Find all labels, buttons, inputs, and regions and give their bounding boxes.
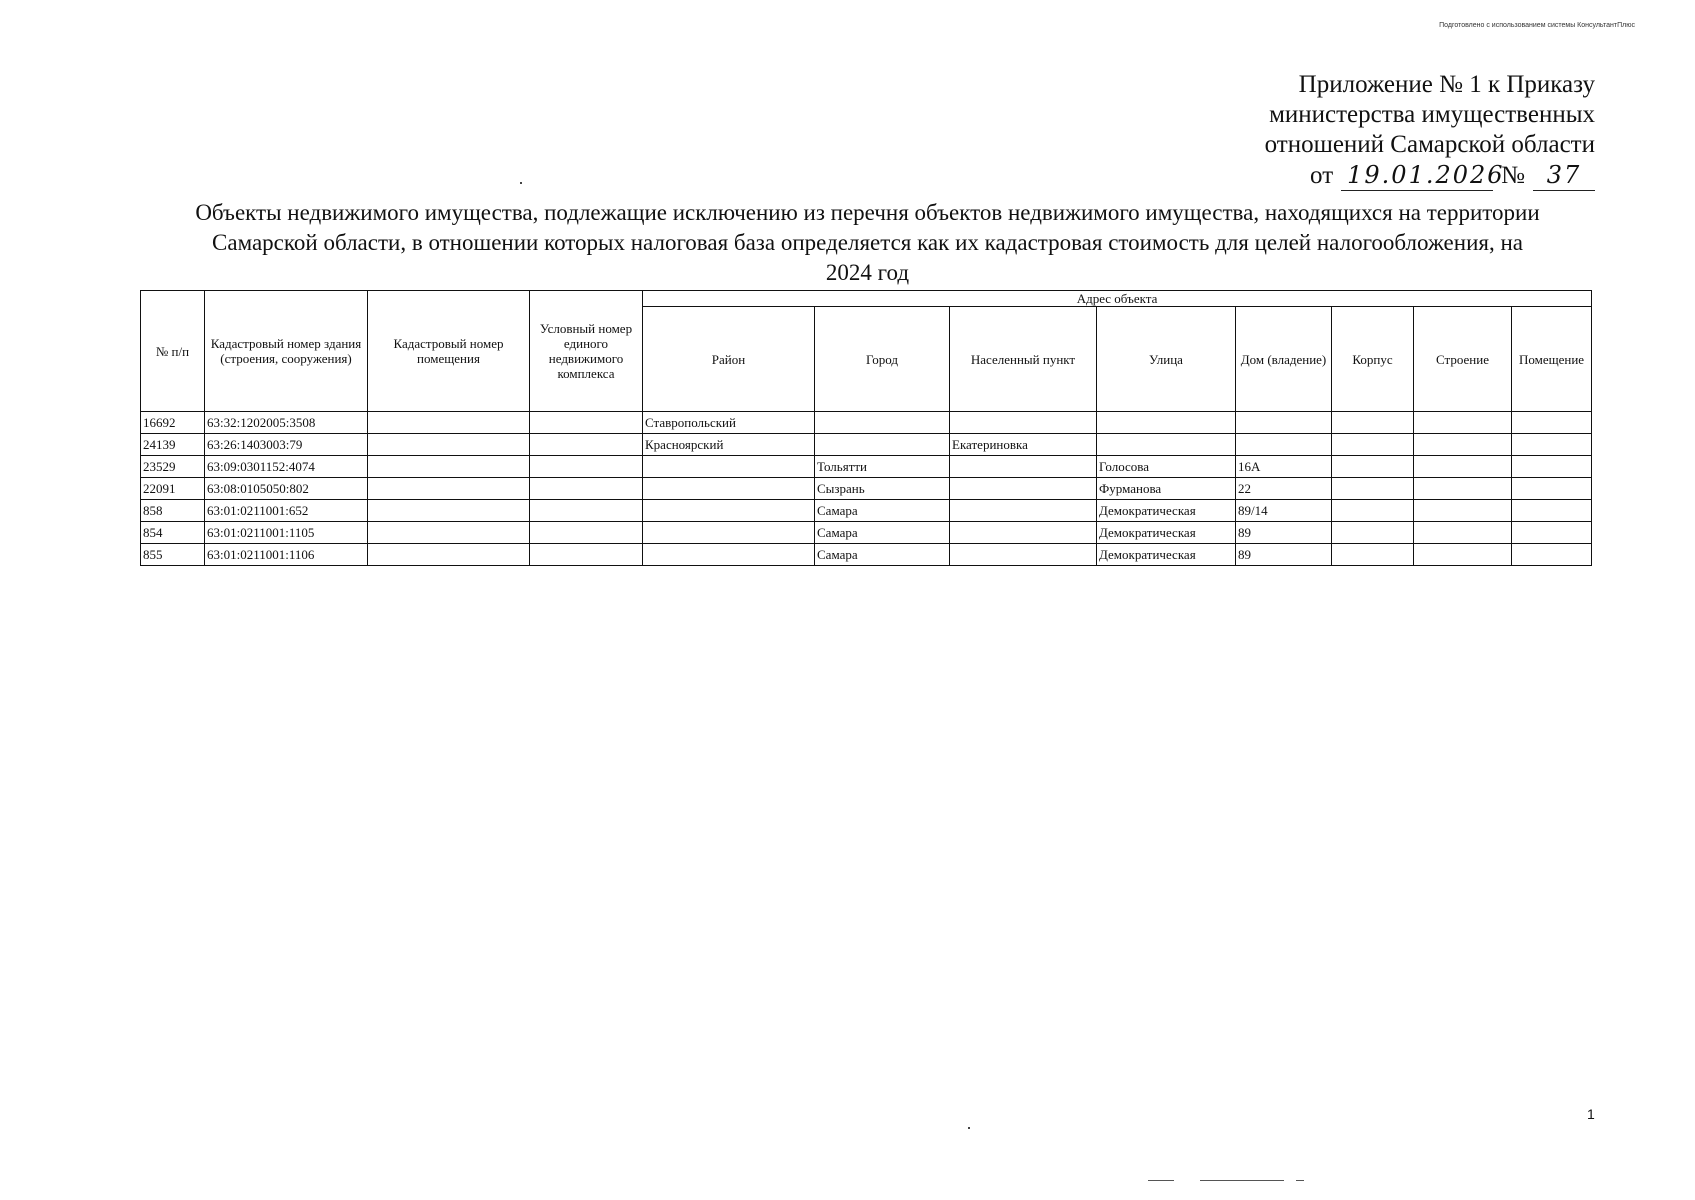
cell-room: [368, 412, 530, 434]
handwritten-number: 37: [1533, 160, 1595, 191]
cell-premises: [1512, 456, 1592, 478]
cell-city: Самара: [815, 522, 950, 544]
cell-num: 23529: [141, 456, 205, 478]
cell-block: [1332, 522, 1414, 544]
cell-street: Демократическая: [1097, 522, 1236, 544]
date-prefix: от: [1310, 162, 1334, 189]
cell-house: [1236, 412, 1332, 434]
cell-num: 16692: [141, 412, 205, 434]
appendix-line-2: министерства имущественных: [1269, 101, 1595, 128]
cell-city: [815, 412, 950, 434]
cell-building: 63:01:0211001:652: [205, 500, 368, 522]
cell-settlement: [950, 456, 1097, 478]
number-prefix: №: [1501, 162, 1525, 189]
cell-premises: [1512, 478, 1592, 500]
cell-district: [643, 456, 815, 478]
cell-city: [815, 434, 950, 456]
cell-room: [368, 522, 530, 544]
cell-complex: [530, 478, 643, 500]
cell-premises: [1512, 544, 1592, 566]
cell-house: 89: [1236, 522, 1332, 544]
cell-block: [1332, 412, 1414, 434]
cell-premises: [1512, 434, 1592, 456]
cell-city: Сызрань: [815, 478, 950, 500]
cell-block: [1332, 478, 1414, 500]
cell-house: 16А: [1236, 456, 1332, 478]
cell-district: [643, 500, 815, 522]
cell-street: Демократическая: [1097, 500, 1236, 522]
scan-speck: [520, 182, 522, 184]
cell-building: 63:08:0105050:802: [205, 478, 368, 500]
header-house: Дом (владение): [1236, 307, 1332, 412]
cell-complex: [530, 434, 643, 456]
cell-street: [1097, 434, 1236, 456]
cell-room: [368, 544, 530, 566]
cell-structure: [1414, 434, 1512, 456]
consultant-watermark: Подготовлено с использованием системы КонсультантПлюс: [1439, 22, 1635, 29]
scan-artifact: [1296, 1180, 1304, 1181]
cell-district: Ставропольский: [643, 412, 815, 434]
cell-room: [368, 500, 530, 522]
cell-building: 63:01:0211001:1106: [205, 544, 368, 566]
cell-room: [368, 478, 530, 500]
cell-room: [368, 434, 530, 456]
cell-district: [643, 478, 815, 500]
cell-house: 89/14: [1236, 500, 1332, 522]
cell-num: 22091: [141, 478, 205, 500]
cell-structure: [1414, 478, 1512, 500]
appendix-line-1: Приложение № 1 к Приказу: [1298, 71, 1595, 98]
cell-district: [643, 522, 815, 544]
header-structure: Строение: [1414, 307, 1512, 412]
property-table: [140, 290, 1592, 566]
cell-district: Красноярский: [643, 434, 815, 456]
scan-artifact: [1148, 1180, 1174, 1181]
header-num: № п/п: [141, 291, 205, 412]
cell-num: 854: [141, 522, 205, 544]
cell-premises: [1512, 500, 1592, 522]
cell-city: Самара: [815, 544, 950, 566]
header-street: Улица: [1097, 307, 1236, 412]
cell-structure: [1414, 500, 1512, 522]
page-number: 1: [1587, 1106, 1595, 1122]
cell-settlement: [950, 478, 1097, 500]
cell-premises: [1512, 522, 1592, 544]
cell-complex: [530, 522, 643, 544]
cell-structure: [1414, 522, 1512, 544]
cell-district: [643, 544, 815, 566]
cell-block: [1332, 544, 1414, 566]
header-settlement: Населенный пункт: [950, 307, 1097, 412]
cell-city: Тольятти: [815, 456, 950, 478]
cell-settlement: [950, 412, 1097, 434]
cell-num: 24139: [141, 434, 205, 456]
cell-building: 63:32:1202005:3508: [205, 412, 368, 434]
cell-settlement: Екатериновка: [950, 434, 1097, 456]
cell-complex: [530, 456, 643, 478]
table-row: [141, 412, 1592, 434]
table-row: [141, 478, 1592, 500]
cell-city: Самара: [815, 500, 950, 522]
table-row: [141, 456, 1592, 478]
cell-street: Голосова: [1097, 456, 1236, 478]
appendix-line-3: отношений Самарской области: [1264, 131, 1595, 158]
header-block: Корпус: [1332, 307, 1414, 412]
header-premises: Помещение: [1512, 307, 1592, 412]
table-row: [141, 500, 1592, 522]
cell-block: [1332, 456, 1414, 478]
header-room-cadastral: Кадастровый номер помещения: [368, 291, 530, 412]
cell-room: [368, 456, 530, 478]
cell-settlement: [950, 522, 1097, 544]
header-address-group: Адрес объекта: [643, 291, 1592, 307]
cell-house: [1236, 434, 1332, 456]
cell-street: [1097, 412, 1236, 434]
header-city: Город: [815, 307, 950, 412]
cell-num: 855: [141, 544, 205, 566]
cell-structure: [1414, 412, 1512, 434]
header-district: Район: [643, 307, 815, 412]
cell-complex: [530, 544, 643, 566]
cell-block: [1332, 500, 1414, 522]
cell-street: Демократическая: [1097, 544, 1236, 566]
appendix-date-row: [1215, 160, 1595, 191]
document-title: Объекты недвижимого имущества, подлежащие исключению из перечня объектов недвижимого имущества, находящихся на территории Самарской области, в отношении которых налоговая база определяется как их кадастровая стоимость для целей налогообложения, на 2024 год: [195, 200, 1540, 285]
appendix-header: [1215, 70, 1595, 191]
cell-settlement: [950, 500, 1097, 522]
header-complex-number: Условный номер единого недвижимого комплекса: [530, 291, 643, 412]
scan-speck: [968, 1127, 970, 1129]
cell-structure: [1414, 544, 1512, 566]
cell-house: 89: [1236, 544, 1332, 566]
scan-artifact: [1200, 1180, 1284, 1181]
handwritten-date: 19.01.2026: [1341, 160, 1493, 191]
cell-building: 63:09:0301152:4074: [205, 456, 368, 478]
table-row: [141, 544, 1592, 566]
table-row: [141, 434, 1592, 456]
cell-premises: [1512, 412, 1592, 434]
cell-block: [1332, 434, 1414, 456]
cell-building: 63:26:1403003:79: [205, 434, 368, 456]
table-row: [141, 522, 1592, 544]
cell-building: 63:01:0211001:1105: [205, 522, 368, 544]
header-building-cadastral: Кадастровый номер здания (строения, сооружения): [205, 291, 368, 412]
cell-street: Фурманова: [1097, 478, 1236, 500]
cell-structure: [1414, 456, 1512, 478]
cell-house: 22: [1236, 478, 1332, 500]
cell-num: 858: [141, 500, 205, 522]
cell-complex: [530, 500, 643, 522]
cell-complex: [530, 412, 643, 434]
cell-settlement: [950, 544, 1097, 566]
